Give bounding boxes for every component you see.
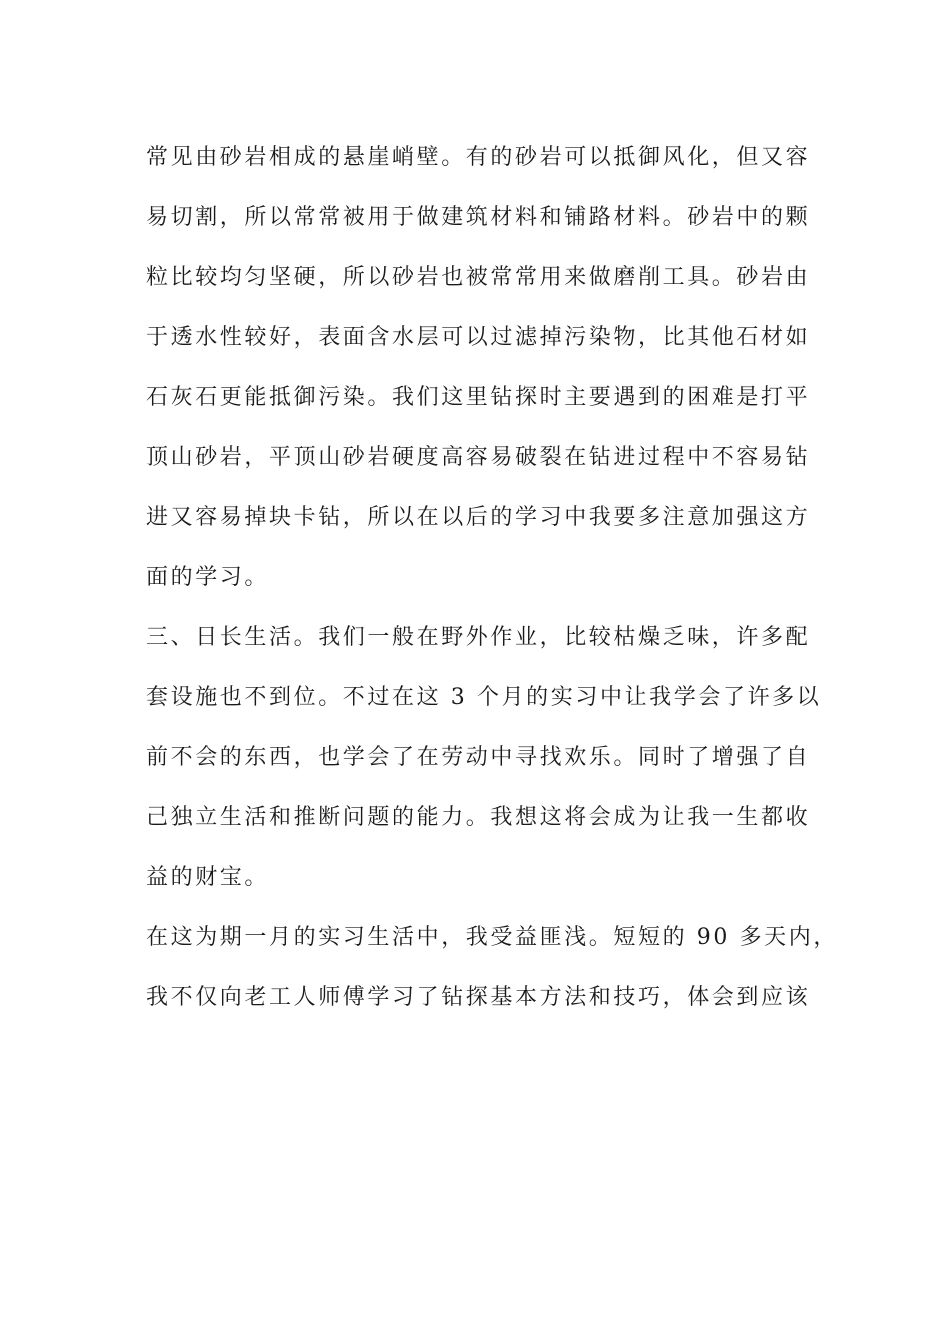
text-line: 易切割，所以常常被用于做建筑材料和铺路材料。砂岩中的颗	[146, 205, 811, 230]
text-line: 在这为期一月的实习生活中，我受益匪浅。短短的 90 多天内，	[146, 925, 838, 950]
text-line: 石灰石更能抵御污染。我们这里钻探时主要遇到的困难是打平	[146, 385, 811, 410]
text-line: 于透水性较好，表面含水层可以过滤掉污染物，比其他石材如	[146, 325, 811, 350]
text-line: 面的学习。	[146, 565, 270, 590]
text-line: 常见由砂岩相成的悬崖峭壁。有的砂岩可以抵御风化，但又容	[146, 145, 811, 170]
text-line: 我不仅向老工人师傅学习了钻探基本方法和技巧，体会到应该	[146, 985, 811, 1010]
text-line: 粒比较均匀坚硬，所以砂岩也被常常用来做磨削工具。砂岩由	[146, 265, 811, 290]
text-line: 进又容易掉块卡钻，所以在以后的学习中我要多注意加强这方	[146, 505, 811, 530]
text-line: 前不会的东西，也学会了在劳动中寻找欢乐。同时了增强了自	[146, 745, 811, 770]
text-line: 顶山砂岩，平顶山砂岩硬度高容易破裂在钻进过程中不容易钻	[146, 445, 811, 470]
text-line: 套设施也不到位。不过在这 3 个月的实习中让我学会了许多以	[146, 685, 822, 710]
document-body	[146, 128, 838, 1028]
text-line: 三、日长生活。我们一般在野外作业，比较枯燥乏味，许多配	[146, 625, 811, 650]
text-line: 益的财宝。	[146, 865, 270, 890]
text-line: 己独立生活和推断问题的能力。我想这将会成为让我一生都收	[146, 805, 811, 830]
